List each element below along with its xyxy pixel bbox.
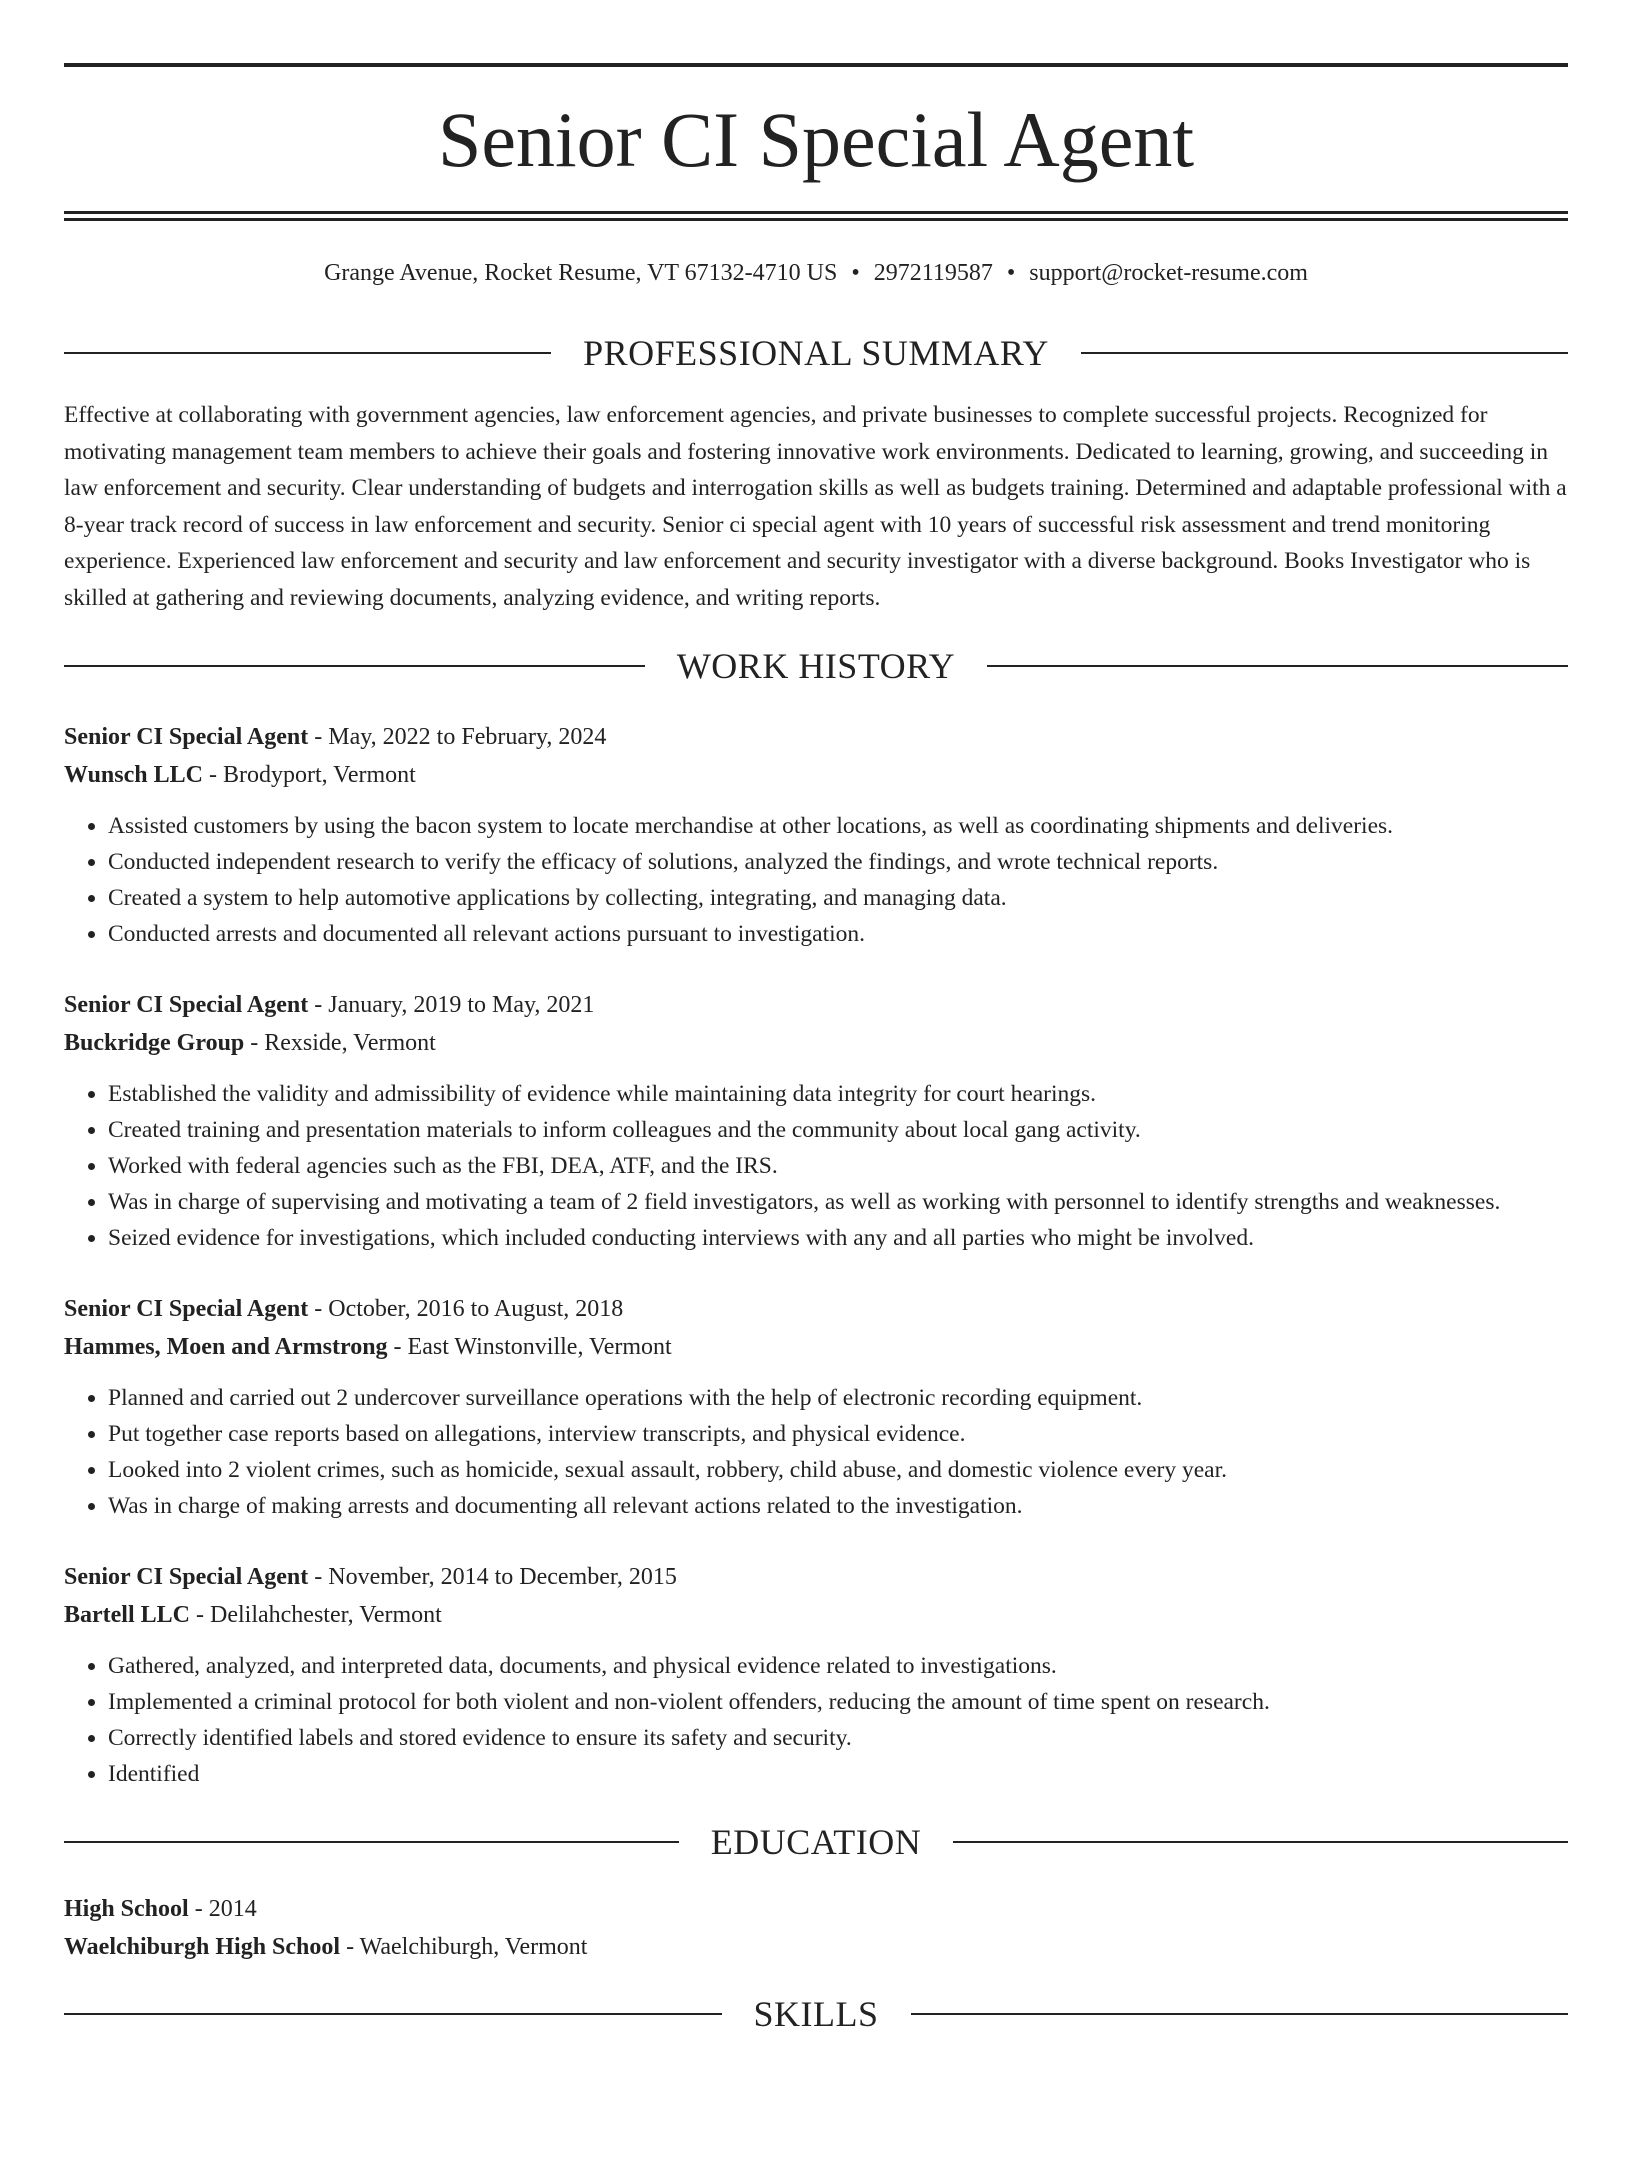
job-company: Buckridge Group (64, 1030, 245, 1056)
education-location: - Waelchiburgh, Vermont (340, 1934, 588, 1960)
job-entry (64, 1558, 1568, 1792)
job-bullet: • Assisted customers by using the bacon system to locate merchandise at other locations, as well as coordinating shipments and deliveries. (108, 808, 1568, 844)
job-bullet: • Correctly identified labels and stored evidence to ensure its safety and security. (108, 1720, 1568, 1756)
job-bullet: • Conducted independent research to verify the efficacy of solutions, analyzed the findings, and wrote technical reports. (108, 844, 1568, 880)
job-bullet: • Put together case reports based on allegations, interview transcripts, and physical evidence. (108, 1416, 1568, 1452)
section-title: SKILLS (753, 1994, 879, 2034)
work-section-heading (64, 648, 1568, 684)
job-title: Senior CI Special Agent (64, 1564, 309, 1590)
job-dates: - November, 2014 to December, 2015 (308, 1564, 677, 1590)
job-bullet: • Worked with federal agencies such as the FBI, DEA, ATF, and the IRS. (108, 1148, 1568, 1184)
job-dates: - January, 2019 to May, 2021 (308, 992, 595, 1018)
heading-rule-right (987, 665, 1568, 667)
summary-text: Effective at collaborating with government agencies, law enforcement agencies, and private businesses to complete successful projects. Recognized for motivating management team members to achieve their goals and fostering innovative work environments. Dedicated to learning, growing, and succeeding in law enforcement and security. Clear understanding of budgets and interrogation skills as well as budgets training. Determined and adaptable professional with a 8-year track record of success in law enforcement and security. Senior ci special agent with 10 years of successful risk assessment and trend monitoring experience. Experienced law enforcement and security and law enforcement and security investigator with a diverse background. Books Investigator who is skilled at gathering and reviewing documents, analyzing evidence, and writing reports. (64, 402, 1567, 611)
job-title: Senior CI Special Agent (64, 992, 309, 1018)
job-location: - Rexside, Vermont (244, 1030, 436, 1056)
section-title: PROFESSIONAL SUMMARY (583, 333, 1049, 373)
education-year: - 2014 (188, 1896, 257, 1922)
education-school-line (64, 1928, 1568, 1966)
job-title: Senior CI Special Agent (64, 1296, 309, 1322)
job-company-line (64, 1596, 1568, 1634)
job-bullet: • Planned and carried out 2 undercover surveillance operations with the help of electronic recording equipment. (108, 1380, 1568, 1416)
contact-email[interactable]: support@rocket-resume.com (1029, 260, 1308, 286)
heading-rule-left (64, 352, 551, 354)
job-bullet: • Identified (108, 1756, 1568, 1792)
job-bullet: • Established the validity and admissibility of evidence while maintaining data integrity for court hearings. (108, 1076, 1568, 1112)
contact-phone[interactable]: 2972119587 (873, 260, 993, 286)
education-entry (64, 1890, 1568, 1966)
job-bullets (64, 1648, 1568, 1792)
job-bullet: • Seized evidence for investigations, which included conducting interviews with any and all parties who might be involved. (108, 1220, 1568, 1256)
page-title: Senior CI Special Agent (437, 96, 1195, 183)
job-bullet: • Created training and presentation materials to inform colleagues and the community about local gang activity. (108, 1112, 1568, 1148)
job-dates: - October, 2016 to August, 2018 (308, 1296, 624, 1322)
job-location: - East Winstonville, Vermont (387, 1334, 672, 1360)
education-degree: High School (64, 1896, 189, 1922)
job-title-line (64, 1290, 1568, 1328)
education-degree-line (64, 1890, 1568, 1928)
job-bullet: • Was in charge of making arrests and documenting all relevant actions related to the investigation. (108, 1488, 1568, 1524)
skills-section-heading (64, 1996, 1568, 2032)
job-bullets (64, 1380, 1568, 1524)
header-top-rule (64, 63, 1568, 67)
job-bullet: • Looked into 2 violent crimes, such as homicide, sexual assault, robbery, child abuse, and domestic violence every year. (108, 1452, 1568, 1488)
job-company-line (64, 1328, 1568, 1366)
education-school: Waelchiburgh High School (64, 1934, 341, 1960)
heading-rule-left (64, 1841, 679, 1843)
heading-rule-left (64, 2013, 722, 2015)
job-title-line (64, 718, 1568, 756)
job-bullet: • Gathered, analyzed, and interpreted data, documents, and physical evidence related to investigations. (108, 1648, 1568, 1684)
summary-section-heading (64, 335, 1568, 371)
job-entry (64, 986, 1568, 1256)
job-location: - Delilahchester, Vermont (190, 1602, 442, 1628)
heading-rule-right (911, 2013, 1569, 2015)
job-bullet: • Implemented a criminal protocol for both violent and non-violent offenders, reducing the amount of time spent on research. (108, 1684, 1568, 1720)
section-title: EDUCATION (710, 1822, 922, 1862)
job-entry (64, 718, 1568, 952)
job-bullet: • Created a system to help automotive applications by collecting, integrating, and managing data. (108, 880, 1568, 916)
job-bullet: • Conducted arrests and documented all relevant actions pursuant to investigation. (108, 916, 1568, 952)
job-company-line (64, 1024, 1568, 1062)
job-bullets (64, 1076, 1568, 1256)
resume-page (0, 63, 1632, 2175)
education-section-heading (64, 1824, 1568, 1860)
job-company: Hammes, Moen and Armstrong (64, 1334, 388, 1360)
job-entry (64, 1290, 1568, 1524)
section-title: WORK HISTORY (676, 646, 956, 686)
contact-line (64, 261, 1568, 285)
job-company-line (64, 756, 1568, 794)
header-double-rule (64, 211, 1568, 221)
job-location: - Brodyport, Vermont (202, 762, 416, 788)
contact-address: Grange Avenue, Rocket Resume, VT 67132-4710 US (324, 260, 838, 286)
heading-rule-right (1081, 352, 1568, 354)
job-title-line (64, 986, 1568, 1024)
job-company: Bartell LLC (64, 1602, 190, 1628)
job-title-line (64, 1558, 1568, 1596)
job-dates: - May, 2022 to February, 2024 (308, 724, 607, 750)
contact-separator: • (1006, 260, 1016, 286)
job-bullets (64, 808, 1568, 952)
heading-rule-left (64, 665, 645, 667)
job-title: Senior CI Special Agent (64, 724, 309, 750)
contact-separator: • (851, 260, 860, 286)
job-company: Wunsch LLC (64, 762, 203, 788)
job-bullet: • Was in charge of supervising and motivating a team of 2 field investigators, as well as working with personnel to identify strengths and weaknesses. (108, 1184, 1568, 1220)
heading-rule-right (953, 1841, 1568, 1843)
